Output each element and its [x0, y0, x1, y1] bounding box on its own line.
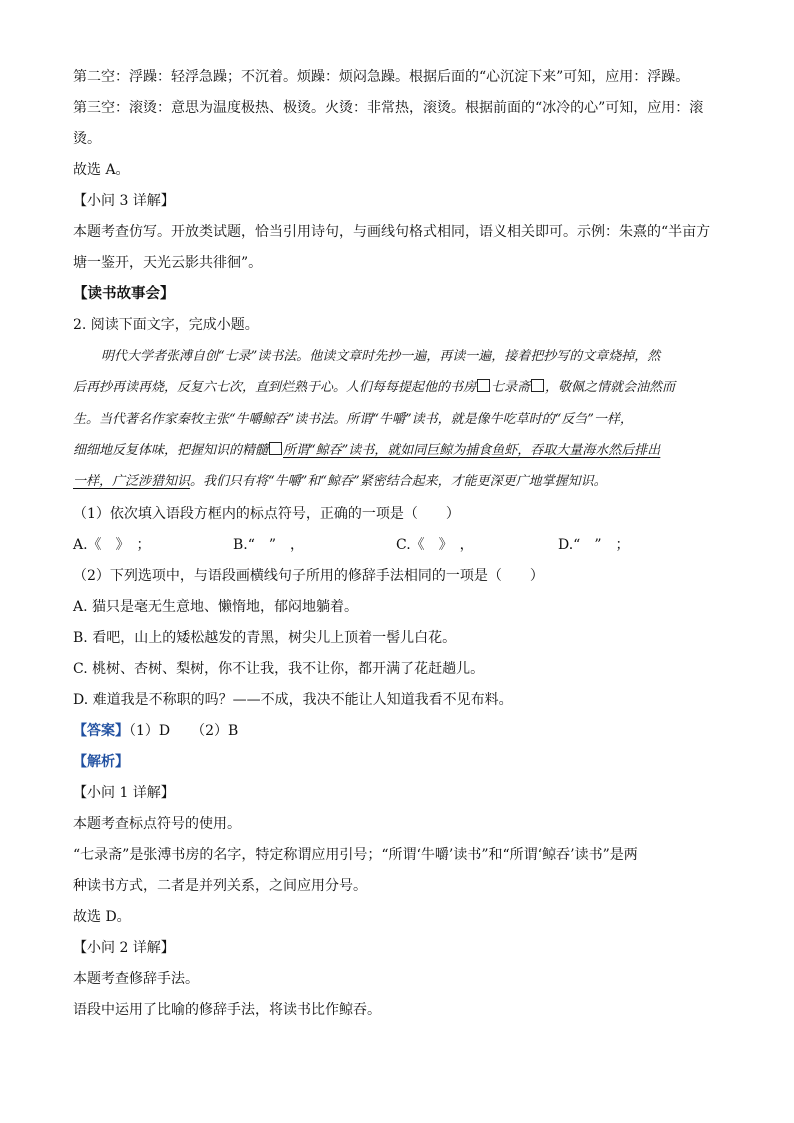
text-line: 种读书方式，二者是并列关系，之间应用分号。 — [73, 878, 367, 894]
passage-line: 生。当代著名作家秦牧主张“牛嚼鲸吞”读书法。所谓“牛嚼”读书，就是像牛吃草时的“反刍”一样， — [73, 412, 633, 427]
sub-question-title: 【小问 1 详解】 — [73, 785, 175, 801]
passage-line: 细细地反复体味，把握知识的精髓 所谓“鲸吞”读书，就如同巨鲸为捕食鱼虾，吞取大量海水然后排出 — [73, 443, 661, 458]
text-line: 第三空：滚烫：意思为温度极热、极烫。火烫：非常热，滚烫。根据前面的“冰冷的心”可知，应用：滚 — [73, 100, 704, 116]
underlined-sentence: 一样，广泛涉猎知识 — [73, 474, 191, 489]
text-line: 故选 D。 — [73, 909, 131, 925]
text-line: 语段中运用了比喻的修辞手法，将读书比作鲸吞。 — [73, 1002, 381, 1018]
blank-box — [531, 379, 544, 392]
text-line: 第二空：浮躁：轻浮急躁；不沉着。烦躁：烦闷急躁。根据后面的“心沉淀下来”可知，应用：浮躁。 — [73, 69, 690, 85]
blank-box — [269, 442, 282, 455]
option-c: C.《 》 ， — [396, 537, 474, 553]
answer-line — [73, 721, 238, 741]
underlined-sentence: 所谓“鲸吞”读书，就如同巨鲸为捕食鱼虾，吞取大量海水然后排出 — [283, 443, 661, 458]
text-line: 本题考查标点符号的使用。 — [73, 816, 241, 832]
question-stem: 2. 阅读下面文字，完成小题。 — [73, 317, 259, 333]
text-line: 烫。 — [73, 131, 101, 147]
option-b: B. 看吧，山上的矮松越发的青黑，树尖儿上顶着一髻儿白花。 — [73, 630, 457, 646]
passage-line: 一样，广泛涉猎知识。我们只有将“牛嚼”和“鲸吞”紧密结合起来，才能更深更广地掌握知识。 — [73, 474, 607, 489]
blank-box — [477, 379, 490, 392]
passage-line: 明代大学者张溥自创“七录”读书法。他读文章时先抄一遍，再读一遍，接着把抄写的文章烧掉，然 — [101, 349, 661, 364]
sub-question-stem: （2）下列选项中，与语段画横线句子所用的修辞手法相同的一项是（ ） — [73, 568, 544, 584]
section-title: 【读书故事会】 — [73, 285, 175, 302]
answer-text: （1）D （2）B — [129, 723, 239, 739]
option-d: D. 难道我是不称职的吗？——不成，我决不能让人知道我看不见布料。 — [73, 692, 513, 708]
analysis-label: 【解析】 — [73, 754, 129, 770]
text-line: “七录斋”是张溥书房的名字，特定称谓应用引号；“所谓‘牛嚼’读书”和“所谓‘鲸吞’读书”是两 — [73, 847, 638, 863]
sub-question-title: 【小问 3 详解】 — [73, 193, 175, 209]
text-line: 本题考查修辞手法。 — [73, 971, 199, 987]
answer-label: 【答案】 — [73, 723, 129, 739]
text-line: 故选 A。 — [73, 162, 130, 178]
option-d: D.“ ” ； — [558, 537, 630, 553]
sub-question-stem: （1）依次填入语段方框内的标点符号，正确的一项是（ ） — [73, 506, 460, 522]
sub-question-title: 【小问 2 详解】 — [73, 940, 175, 956]
option-a: A. 猫只是毫无生意地、懒惰地，郁闷地躺着。 — [73, 599, 359, 615]
passage-line: 后再抄再读再烧，反复六七次，直到烂熟于心。人们每每提起他的书房 七录斋 ，敬佩之情就会油然而 — [73, 380, 676, 395]
option-c: C. 桃树、杏树、梨树，你不让我，我不让你，都开满了花赶趟儿。 — [73, 661, 485, 677]
option-a: A.《 》 ； — [73, 537, 151, 553]
option-b: B.“ ” ， — [233, 537, 305, 553]
text-line: 塘一鉴开，天光云影共徘徊”。 — [73, 255, 263, 271]
text-line: 本题考查仿写。开放类试题，恰当引用诗句，与画线句格式相同，语义相关即可。示例：朱熹的“半亩方 — [73, 224, 711, 240]
